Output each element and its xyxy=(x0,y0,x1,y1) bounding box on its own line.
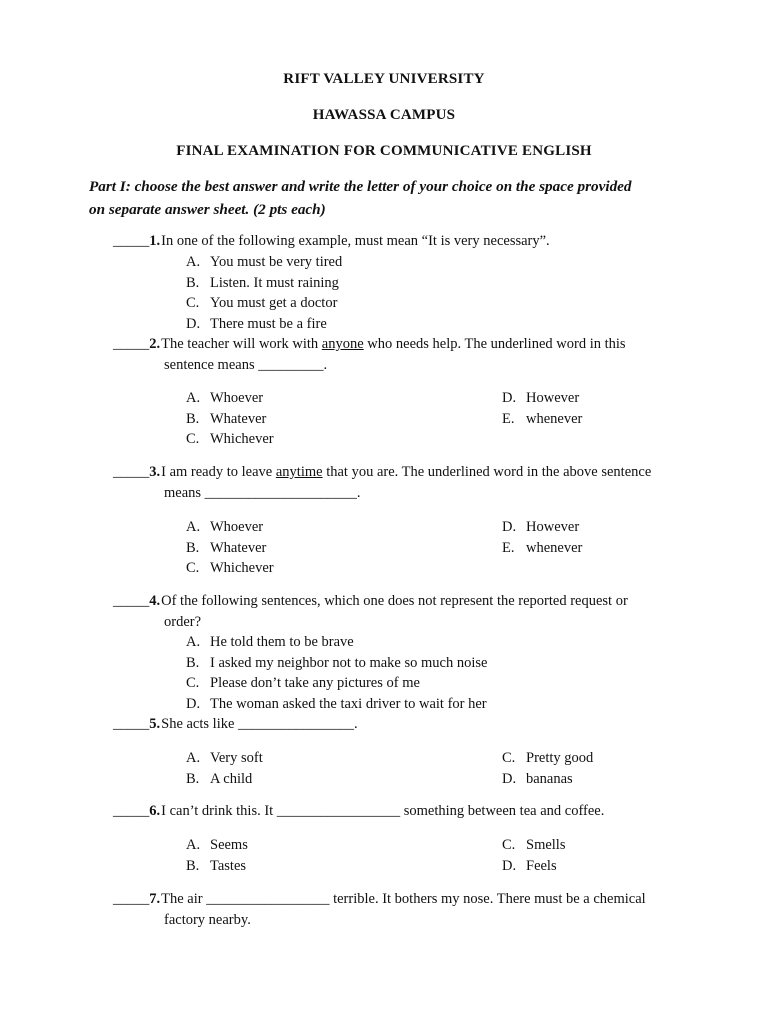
option-b: B. Whatever xyxy=(186,539,267,556)
question-number: 2. xyxy=(149,336,161,352)
question-7 xyxy=(113,889,693,930)
option-e: E. whenever xyxy=(502,410,583,427)
answer-blank: _____3. xyxy=(113,464,161,480)
question-number: 1. xyxy=(149,233,161,249)
question-4 xyxy=(113,591,693,632)
option-a: A. Seems xyxy=(186,837,248,853)
option-d: D. There must be a fire xyxy=(186,315,327,332)
question-text-continued: factory nearby. xyxy=(164,911,251,928)
option-a: A. Whoever xyxy=(186,519,264,535)
question-number: 6. xyxy=(149,803,161,819)
question-3-options-left xyxy=(186,517,274,579)
exam-title: FINAL EXAMINATION FOR COMMUNICATIVE ENGLISH xyxy=(176,143,592,159)
answer-blank: _____1. xyxy=(113,233,161,249)
question-5-options-left xyxy=(186,748,263,789)
option-a: A. You must be very tired xyxy=(186,254,343,270)
option-b: B. Tastes xyxy=(186,857,247,874)
question-number: 3. xyxy=(149,464,161,480)
question-text: She acts like ________________. xyxy=(161,716,358,732)
question-5-options-right xyxy=(502,748,593,789)
question-text-continued: means _____________________. xyxy=(164,484,361,501)
question-2 xyxy=(113,334,693,375)
question-5 xyxy=(113,714,693,735)
question-2-options-right xyxy=(502,388,582,429)
answer-blank: _____6. xyxy=(113,803,161,819)
question-4-options xyxy=(186,632,487,714)
option-c: C. You must get a doctor xyxy=(186,295,338,312)
underlined-word: anyone xyxy=(321,336,364,352)
option-c: C. Smells xyxy=(502,837,566,853)
underlined-word: anytime xyxy=(275,464,323,480)
option-b: B. Whatever xyxy=(186,410,267,427)
option-d: D. The woman asked the taxi driver to wait for her xyxy=(186,695,487,712)
question-text-continued: sentence means _________. xyxy=(164,356,328,373)
answer-blank: _____7. xyxy=(113,891,161,907)
question-text: Of the following sentences, which one does not represent the reported request or xyxy=(161,593,628,609)
answer-blank: _____2. xyxy=(113,336,161,352)
option-b: B. Listen. It must raining xyxy=(186,274,339,291)
option-a: A. Very soft xyxy=(186,750,263,766)
option-d: D. However xyxy=(502,390,580,406)
option-c: C. Please don’t take any pictures of me xyxy=(186,675,420,692)
option-b: B. I asked my neighbor not to make so much noise xyxy=(186,654,488,671)
option-c: C. Whichever xyxy=(186,431,274,448)
question-3 xyxy=(113,462,693,503)
question-number: 7. xyxy=(149,891,161,907)
question-6-options-left xyxy=(186,835,248,876)
option-c: C. Pretty good xyxy=(502,750,594,766)
question-6 xyxy=(113,801,693,822)
option-b: B. A child xyxy=(186,770,253,787)
campus-name: HAWASSA CAMPUS xyxy=(312,107,456,123)
question-number: 4. xyxy=(149,593,161,609)
question-text-continued: order? xyxy=(164,613,202,630)
question-3-options-right xyxy=(502,517,582,558)
option-a: A. Whoever xyxy=(186,390,264,406)
question-1 xyxy=(113,231,693,252)
question-1-options xyxy=(186,252,342,334)
question-text: The air _________________ terrible. It bothers my nose. There must be a chemical xyxy=(161,891,646,907)
option-d: D. Feels xyxy=(502,857,557,874)
instructions-line-1: Part I: choose the best answer and write the letter of your choice on the space provided xyxy=(89,178,632,195)
university-name: RIFT VALLEY UNIVERSITY xyxy=(283,71,485,87)
question-text: I can’t drink this. It _________________ something between tea and coffee. xyxy=(161,803,605,819)
option-a: A. He told them to be brave xyxy=(186,634,354,650)
question-number: 5. xyxy=(149,716,161,732)
question-text: In one of the following example, must mean “It is very necessary”. xyxy=(161,233,550,249)
answer-blank: _____5. xyxy=(113,716,161,732)
instructions-line-2: on separate answer sheet. (2 pts each) xyxy=(89,201,326,218)
option-d: D. However xyxy=(502,519,580,535)
part-instructions xyxy=(89,175,689,221)
option-d: D. bananas xyxy=(502,770,573,787)
question-text: I am ready to leave anytime that you are. The underlined word in the above sentence xyxy=(161,464,652,480)
question-2-options-left xyxy=(186,388,274,450)
question-6-options-right xyxy=(502,835,565,876)
question-text: The teacher will work with anyone who needs help. The underlined word in this xyxy=(161,336,626,352)
option-c: C. Whichever xyxy=(186,560,274,577)
answer-blank: _____4. xyxy=(113,593,161,609)
option-e: E. whenever xyxy=(502,539,583,556)
